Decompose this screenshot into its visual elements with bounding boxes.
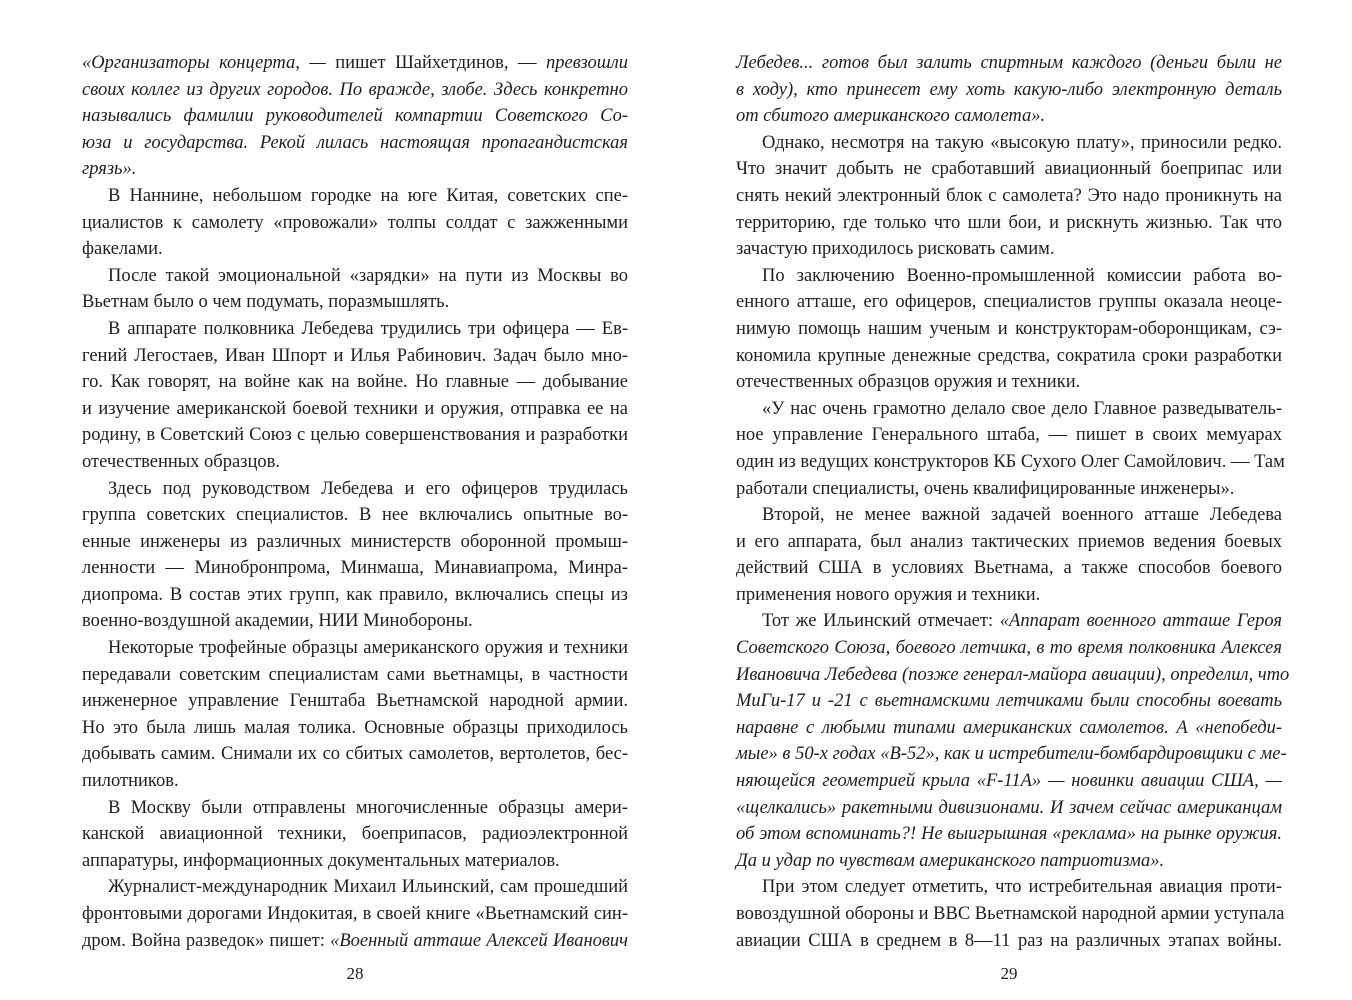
italic-segment: превзошли (545, 53, 628, 73)
text-line (82, 848, 628, 875)
text-segment: и изучение американской боевой техники и оружия, отправка ее на (82, 398, 628, 419)
text-line (736, 103, 1282, 130)
text-line (736, 795, 1282, 822)
text-segment: отечественных образцов. (82, 451, 280, 472)
text-line (736, 263, 1282, 290)
text-segment: добывать самим. Снимали их со сбитых самолетов, вертолетов, бес- (82, 744, 628, 765)
text-segment: В Наннине, небольшом городке на юге Китая, советских спе- (108, 185, 628, 206)
text-segment: Здесь под руководством Лебедева и его офицеров трудилась (108, 478, 628, 499)
right-page (736, 0, 1290, 1000)
text-line (736, 236, 1282, 263)
text-line (736, 582, 1282, 609)
text-line (82, 529, 628, 556)
text-line (736, 343, 1282, 370)
text-segment: нимую помощь нашим ученым и конструкторам-оборонщикам, сэ- (736, 318, 1282, 339)
text-line (82, 396, 628, 423)
text-line (736, 130, 1282, 157)
text-segment: родину, в Советский Союз с целью совершенствования и разработки (82, 425, 628, 446)
text-segment: По заключению Военно-промышленной комиссии работа во- (762, 265, 1282, 286)
text-segment: Что значит добыть не сработавший авиационный боеприпас или (736, 159, 1282, 180)
text-segment: факелами. (82, 239, 163, 260)
text-segment: го. Как говорят, на войне как на войне. Но главные — добывание (82, 372, 628, 393)
text-segment: и его аппарата, был анализ тактических приемов ведения боевых (736, 531, 1282, 552)
italic-segment: «Военный атташе Алексей Иванович (330, 930, 628, 951)
text-line (736, 422, 1282, 449)
text-line (736, 688, 1282, 715)
text-line (736, 662, 1290, 689)
italic-segment: юза и государства. Рекой лилась настоящая пропагандистская (82, 132, 628, 153)
text-segment: дром. Война разведок» пишет: (82, 930, 331, 951)
text-segment: канской авиационной техники, боеприпасов, радиоэлектронной (82, 824, 628, 845)
text-line (736, 476, 1282, 503)
text-line (82, 715, 628, 742)
italic-segment: Да и удар по чувствам американского патриотизма». (736, 850, 1165, 871)
italic-segment: об этом вспоминать?! Не выигрышная «реклама» на рынке оружия. (736, 824, 1282, 845)
text-segment: военно-воздушной академии, НИИ Минобороны. (82, 611, 473, 632)
text-segment: авиации США в среднем в 8—11 раз на различных этапах войны. (736, 930, 1282, 951)
text-line (736, 77, 1282, 104)
text-line (82, 901, 628, 928)
text-line (736, 715, 1282, 742)
text-segment: группа советских специалистов. В нее включались опытные во- (82, 505, 628, 526)
text-segment: После такой эмоциональной «зарядки» на пути из Москвы во (108, 265, 628, 286)
text-line (736, 369, 1282, 396)
text-line (82, 422, 628, 449)
text-line (82, 77, 628, 104)
text-line (82, 449, 628, 476)
text-segment: действий США в условиях Вьетнама, а также способов боевого (736, 558, 1282, 579)
text-line (82, 156, 628, 183)
text-line (736, 635, 1282, 662)
text-line (82, 289, 628, 316)
text-line (82, 555, 628, 582)
text-line (736, 449, 1285, 476)
text-segment: пишет Шайхетдинов, — (335, 53, 546, 73)
text-line (736, 901, 1285, 928)
text-line (736, 741, 1287, 768)
text-segment: При этом следует отметить, что истребительная авиация проти- (762, 877, 1282, 898)
text-line (82, 343, 628, 370)
text-segment: аппаратуры, информационных документальных материалов. (82, 850, 560, 871)
text-line (82, 768, 628, 795)
text-line (82, 103, 628, 130)
text-line (82, 476, 628, 503)
text-segment: Некоторые трофейные образцы американского оружия и техники (108, 638, 628, 659)
text-line (736, 874, 1282, 901)
italic-segment: назывались фамилии руководителей компартии Советского Со- (82, 106, 628, 127)
text-segment: диопрома. В состав этих групп, как правило, включались спецы из (82, 584, 628, 605)
italic-segment: Лебедев... готов был залить спиртным каждого (деньги были не (736, 53, 1282, 73)
text-line (82, 236, 628, 263)
text-segment: передавали советским специалистам сами вьетнамцы, в частности (82, 664, 628, 685)
text-segment: гений Легостаев, Иван Шпорт и Илья Рабинович. Задач было мно- (82, 345, 628, 366)
text-line (82, 928, 628, 955)
italic-segment: «Организаторы концерта, — (82, 53, 336, 73)
text-segment: работали специалисты, очень квалифицированные инженеры». (736, 478, 1235, 499)
text-segment: Вьетнам было о чем подумать, поразмышлять. (82, 292, 450, 313)
text-line (736, 768, 1282, 795)
text-line (736, 316, 1282, 343)
text-segment: пилотников. (82, 771, 179, 792)
text-segment: вовоздушной обороны и ВВС Вьетнамской народной армии уступала (736, 904, 1285, 924)
text-line (736, 50, 1282, 77)
text-line (736, 821, 1282, 848)
text-segment: Второй, не менее важной задачей военного атташе Лебедева (762, 505, 1282, 526)
text-segment: отечественных образцов оружия и техники. (736, 372, 1081, 393)
text-line (82, 874, 628, 901)
italic-segment: своих коллег из других городов. По вражде, злобе. Здесь конкретно (82, 79, 628, 100)
italic-segment: в ходу), кто принесет ему хоть какую-либо электронную деталь (736, 79, 1282, 100)
text-segment: применения нового оружия и техники. (736, 584, 1041, 605)
text-line (82, 662, 628, 689)
left-page-text (82, 50, 628, 954)
right-page-number: 29 (1000, 964, 1018, 983)
text-line (82, 183, 628, 210)
italic-segment: няющейся геометрией крыла «F-11A» — новинки авиации США, — (736, 771, 1282, 792)
text-line (82, 50, 628, 77)
text-line (736, 502, 1282, 529)
text-line (736, 928, 1282, 955)
text-line (82, 502, 628, 529)
text-line (82, 688, 628, 715)
left-page-number: 28 (346, 964, 364, 983)
text-line (82, 130, 628, 157)
text-line (82, 608, 628, 635)
text-segment: В Москву были отправлены многочисленные образцы амери- (108, 797, 628, 818)
text-line (736, 289, 1282, 316)
text-segment: ное управление Генерального штаба, — пишет в своих мемуарах (736, 425, 1282, 446)
text-segment: Но это была лишь малая толика. Основные образцы приходилось (82, 717, 628, 738)
text-line (82, 741, 628, 768)
text-line (82, 369, 628, 396)
italic-segment: Ивановича Лебедева (позже генерал-майора авиации), определил, что (736, 664, 1290, 685)
text-segment: инженерное управление Генштаба Вьетнамской народной армии. (82, 691, 628, 712)
text-line (736, 396, 1282, 423)
text-line (82, 821, 628, 848)
text-segment: Тот же Ильинский отмечает: (762, 611, 1000, 632)
italic-segment: Советского Союза, боевого летчика, в то время полковника Алексея (736, 638, 1282, 659)
text-line (82, 635, 628, 662)
italic-segment: наравне с любыми типами американских самолетов. А «непобеди- (736, 717, 1282, 738)
text-line (82, 210, 628, 237)
italic-segment: МиГи-17 и -21 с вьетнамскими летчиками были способны воевать (736, 691, 1282, 712)
text-line (736, 848, 1282, 875)
text-line (82, 316, 628, 343)
text-segment: фронтовыми дорогами Индокитая, в своей книге «Вьетнамский син- (82, 904, 628, 924)
text-line (736, 156, 1282, 183)
italic-segment: «Аппарат военного атташе Героя (999, 611, 1282, 632)
left-page (82, 0, 628, 1000)
text-segment: снять некий электронный блок с самолета? Это надо проникнуть на (736, 185, 1282, 206)
text-segment: территорию, где только что шли бои, и рискнуть жизнью. Так что (736, 212, 1282, 233)
text-line (736, 529, 1282, 556)
text-segment: один из ведущих конструкторов КБ Сухого Олег Самойлович. — Там (736, 451, 1285, 472)
text-line (82, 263, 628, 290)
text-line (736, 608, 1282, 635)
right-page-text (736, 50, 1290, 954)
text-line (736, 183, 1282, 210)
text-segment: циалистов к самолету «провожали» толпы солдат с зажженными (82, 212, 628, 233)
text-segment: енные инженеры из различных министерств оборонной промыш- (82, 531, 628, 552)
text-line (82, 795, 628, 822)
italic-segment: мые» в 50-х годах «B-52», как и истребители-бомбардировщики с ме- (736, 744, 1287, 765)
text-segment: Журналист-международник Михаил Ильинский, сам прошедший (108, 877, 628, 898)
text-segment: Однако, несмотря на такую «высокую плату», приносили редко. (762, 132, 1282, 153)
text-segment: кономила крупные денежные средства, сократила сроки разработки (736, 345, 1282, 366)
text-line (82, 582, 628, 609)
text-line (736, 210, 1282, 237)
text-segment: енного атташе, его офицеров, специалистов группы оказала неоце- (736, 292, 1282, 313)
text-segment: «У нас очень грамотно делало свое дело Главное разведыватель- (762, 398, 1282, 419)
text-segment: ленности — Минобронпрома, Минмаша, Минавиапрома, Минра- (82, 558, 628, 579)
text-segment: В аппарате полковника Лебедева трудились три офицера — Ев- (108, 318, 628, 339)
text-segment: зачастую приходилось рисковать самим. (736, 239, 1055, 260)
italic-segment: грязь». (82, 159, 137, 180)
italic-segment: от сбитого американского самолета». (736, 106, 1046, 127)
text-line (736, 555, 1282, 582)
italic-segment: «щелкались» ракетными дивизионами. И зачем сейчас американцам (736, 797, 1282, 818)
